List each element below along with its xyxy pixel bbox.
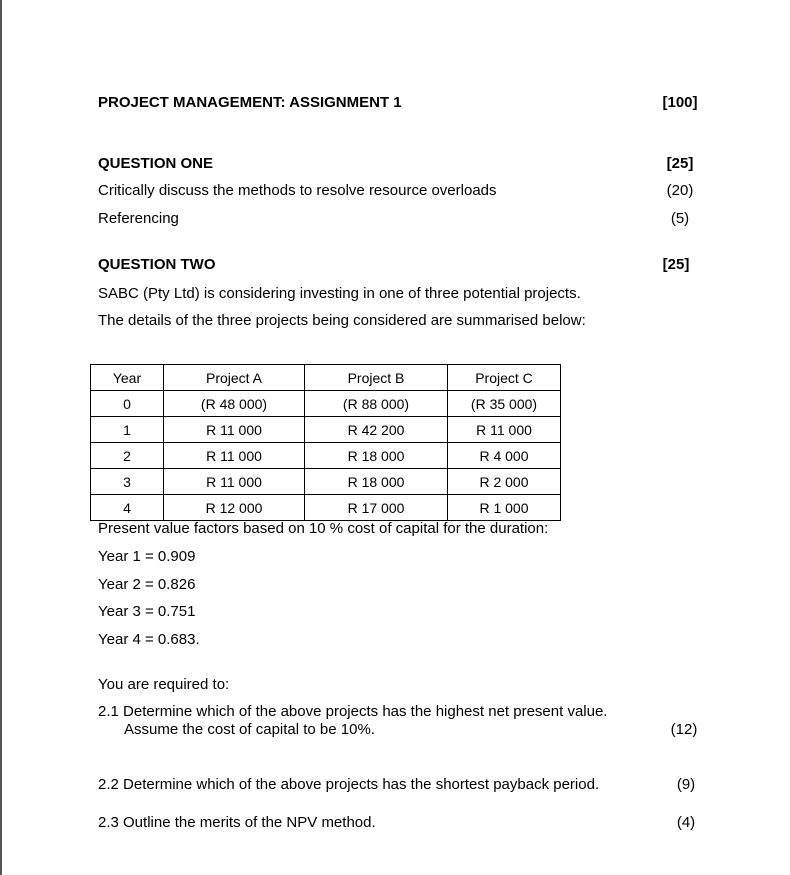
- table-row: [91, 443, 561, 469]
- table-header-row: [91, 365, 561, 391]
- q1-item-text: Critically discuss the methods to resolve resource overloads: [98, 182, 497, 199]
- table-cell: 2: [91, 443, 164, 469]
- q1-item-marks: (5): [670, 210, 690, 227]
- table-cell: 1: [91, 417, 164, 443]
- q2-intro-line: SABC (Pty Ltd) is considering investing in one of three potential projects.: [98, 285, 581, 302]
- table-cell: R 42 200: [305, 417, 448, 443]
- table-row: [91, 417, 561, 443]
- task-text: 2.3 Outline the merits of the NPV method.: [98, 814, 376, 831]
- pv-factor: Year 2 = 0.826: [98, 576, 196, 593]
- question-one-heading: QUESTION ONE: [98, 155, 214, 172]
- task-marks: (4): [676, 814, 696, 831]
- assignment-title: PROJECT MANAGEMENT: ASSIGNMENT 1: [98, 94, 402, 111]
- pv-factor: Year 4 = 0.683.: [98, 631, 200, 648]
- table-header-cell: Project B: [305, 365, 448, 391]
- pv-factor: Year 1 = 0.909: [98, 548, 196, 565]
- projects-cashflow-table: [90, 364, 561, 521]
- table-row: [91, 469, 561, 495]
- required-heading: You are required to:: [98, 676, 230, 693]
- task-text: 2.1 Determine which of the above projects has the highest net present value.: [98, 703, 608, 720]
- table-cell: 4: [91, 495, 164, 521]
- pv-factor: Year 3 = 0.751: [98, 603, 196, 620]
- table-cell: R 11 000: [164, 417, 305, 443]
- task-marks: (12): [670, 721, 698, 738]
- table-cell: R 11 000: [164, 469, 305, 495]
- question-two-marks: [25]: [662, 256, 690, 273]
- task-marks: (9): [676, 776, 696, 793]
- task-text-continued: Assume the cost of capital to be 10%.: [124, 721, 375, 738]
- table-header-cell: Project A: [164, 365, 305, 391]
- table-cell: R 11 000: [164, 443, 305, 469]
- table-cell: R 2 000: [448, 469, 561, 495]
- task-text: 2.2 Determine which of the above projects has the shortest payback period.: [98, 776, 600, 793]
- table-row: [91, 495, 561, 521]
- pv-intro: Present value factors based on 10 % cost of capital for the duration:: [98, 520, 549, 537]
- question-two-heading: QUESTION TWO: [98, 256, 216, 273]
- table-cell: (R 48 000): [164, 391, 305, 417]
- table-cell: R 12 000: [164, 495, 305, 521]
- table-row: [91, 391, 561, 417]
- question-one-marks: [25]: [666, 155, 694, 172]
- table-header-cell: Year: [91, 365, 164, 391]
- table-cell: (R 35 000): [448, 391, 561, 417]
- table-cell: 3: [91, 469, 164, 495]
- table-cell: R 18 000: [305, 443, 448, 469]
- total-marks: [100]: [662, 94, 698, 111]
- q1-item-text: Referencing: [98, 210, 179, 227]
- table-cell: R 17 000: [305, 495, 448, 521]
- table-cell: R 11 000: [448, 417, 561, 443]
- table-header-cell: Project C: [448, 365, 561, 391]
- table-cell: 0: [91, 391, 164, 417]
- table-cell: R 1 000: [448, 495, 561, 521]
- page-edge: [0, 0, 2, 875]
- table-cell: R 4 000: [448, 443, 561, 469]
- table-cell: (R 88 000): [305, 391, 448, 417]
- table-cell: R 18 000: [305, 469, 448, 495]
- q2-intro-line: The details of the three projects being considered are summarised below:: [98, 312, 586, 329]
- q1-item-marks: (20): [666, 182, 694, 199]
